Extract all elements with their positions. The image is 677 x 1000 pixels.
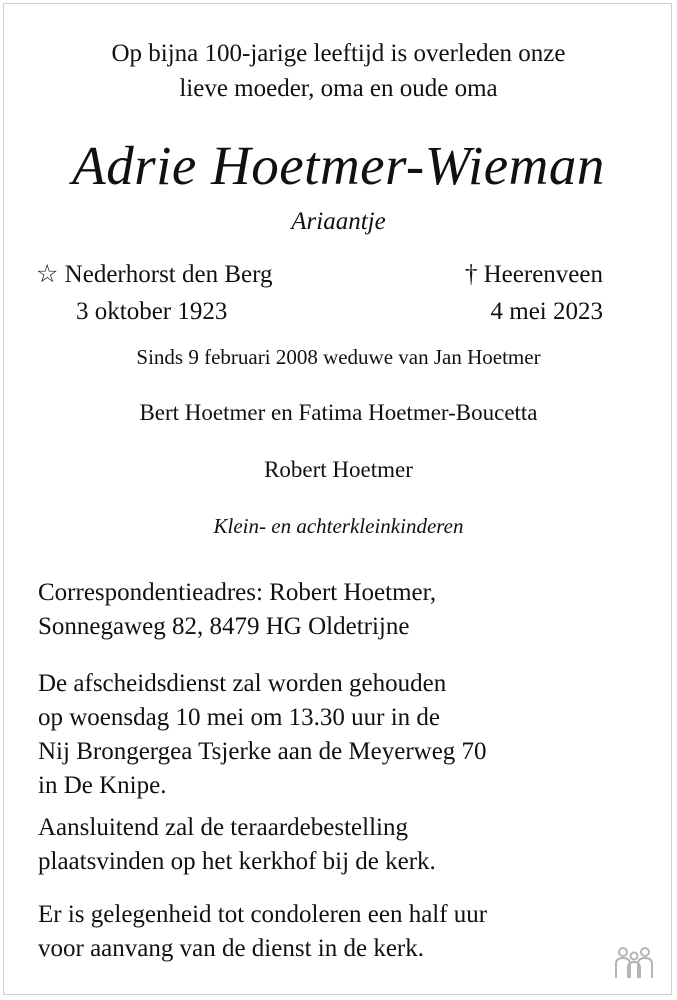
- birth-date: 3 oktober 1923: [76, 298, 228, 325]
- condolence-details: [38, 898, 648, 966]
- correspondence-address: [38, 576, 648, 644]
- condolence-line-1: Er is gelegenheid tot condoleren een half uur: [38, 901, 488, 928]
- correspondence-line-2: Sonnegaweg 82, 8479 HG Oldetrijne: [38, 613, 410, 640]
- people-group-icon: [611, 946, 657, 980]
- intro-line-1: Op bijna 100-jarige leeftijd is overleden onze: [111, 40, 566, 67]
- death-date: 4 mei 2023: [490, 298, 603, 325]
- service-line-2: op woensdag 10 mei om 13.30 uur in de: [38, 704, 441, 731]
- burial-details: [38, 811, 648, 879]
- condolence-line-2: voor aanvang van de dienst in de kerk.: [38, 935, 424, 962]
- deceased-name: Adrie Hoetmer-Wieman: [72, 135, 605, 196]
- star-icon: ☆: [36, 261, 59, 288]
- correspondence-line-1: Correspondentieadres: Robert Hoetmer,: [38, 579, 437, 606]
- service-line-3: Nij Brongergea Tsjerke aan de Meyerweg 70: [38, 738, 487, 765]
- death-place: [465, 258, 603, 291]
- burial-line-2: plaatsvinden op het kerkhof bij de kerk.: [38, 848, 436, 875]
- family-line-1: Bert Hoetmer en Fatima Hoetmer-Boucetta: [139, 400, 538, 425]
- family-line-2: Robert Hoetmer: [264, 457, 413, 482]
- service-line-4: in De Knipe.: [38, 772, 167, 799]
- service-details: [38, 667, 648, 803]
- birth-place-text: Nederhorst den Berg: [64, 261, 273, 288]
- deceased-nickname: Ariaantje: [291, 208, 386, 235]
- intro-text: [0, 36, 677, 106]
- intro-line-2: lieve moeder, oma en oude oma: [179, 75, 498, 102]
- cross-icon: †: [464, 261, 478, 288]
- burial-line-1: Aansluitend zal de teraardebestelling: [38, 814, 408, 841]
- widow-line: Sinds 9 februari 2008 weduwe van Jan Hoetmer: [136, 345, 541, 369]
- service-line-1: De afscheidsdienst zal worden gehouden: [38, 670, 447, 697]
- birth-place: [36, 258, 272, 291]
- death-place-text: Heerenveen: [483, 261, 603, 288]
- grandchildren-line: Klein- en achterkleinkinderen: [213, 514, 464, 538]
